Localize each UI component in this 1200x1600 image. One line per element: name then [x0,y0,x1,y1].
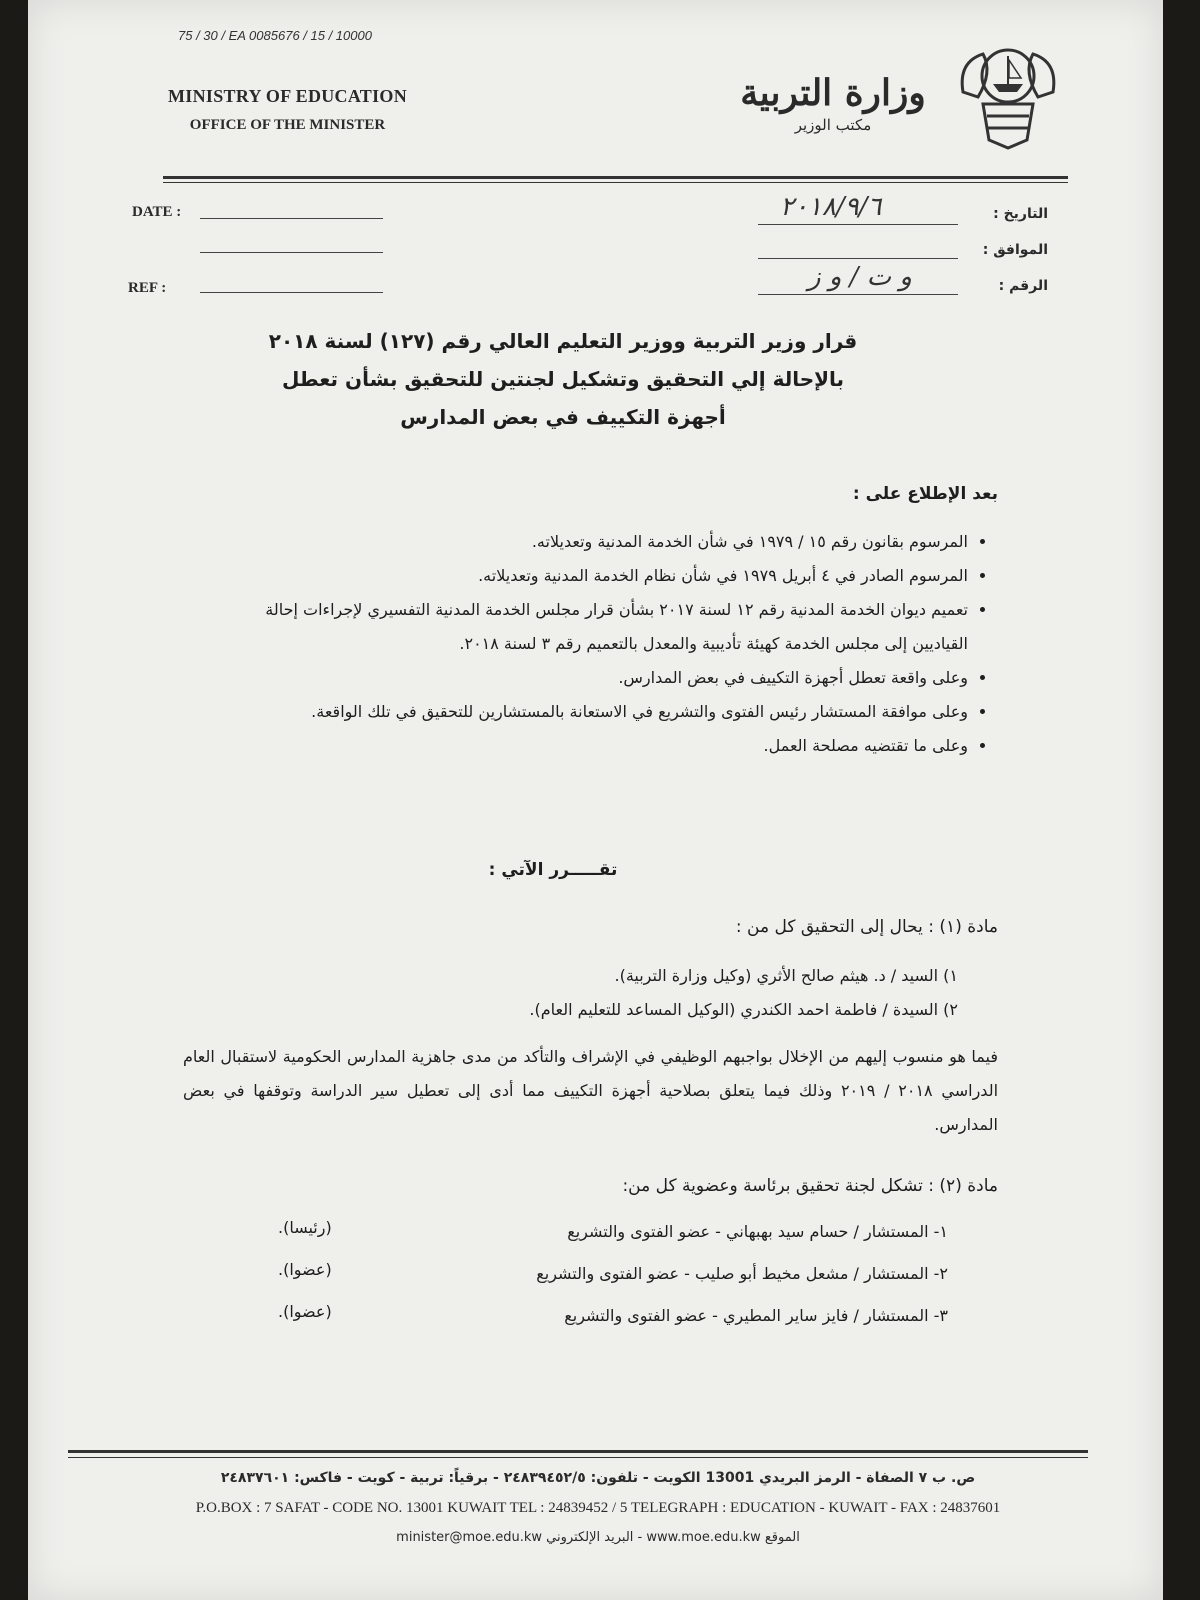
ministry-name-ar: وزارة التربية [740,72,926,114]
footer-address-ar: ص. ب ٧ الصفاة - الرمز البريدي 13001 الكويت - تلفون: ٢٤٨٣٩٤٥٢/٥ - برقياً: تربية - كويت - فاكس: ٢٤٨٣٧٦٠١ [220,1470,976,1486]
date-line-ar [758,224,958,225]
header-divider-thick [163,176,1068,179]
footer-divider-thick [68,1450,1088,1453]
list-item: • وعلى موافقة المستشار رئيس الفتوى والتشريع في الاستعانة بالمستشارين للتحقيق في تلك الواقعة. [208,695,968,729]
list-item: • المرسوم بقانون رقم ١٥ / ١٩٧٩ في شأن الخدمة المدنية وتعديلاته. [208,525,968,559]
ref-line-en [200,292,383,293]
ref-label-en: REF : [128,280,167,296]
title-line-1: قرار وزير التربية ووزير التعليم العالي رقم (١٢٧) لسنة ٢٠١٨ [268,329,858,353]
kuwait-emblem-icon [953,42,1063,150]
footer-divider-thin [68,1457,1088,1458]
footer-address-en: P.O.BOX : 7 SAFAT - CODE NO. 13001 KUWAIT TEL : 24839452 / 5 TELEGRAPH : EDUCATION - KUWAIT - FAX : 24837601 [195,1500,1001,1516]
article-1-heading: مادة (١) : يحال إلى التحقيق كل من : [735,917,998,937]
ministry-name-en: MINISTRY OF EDUCATION [168,86,408,106]
date-label-ar: التاريخ : [993,206,1048,222]
list-item: • وعلى ما تقتضيه مصلحة العمل. [208,729,968,763]
person-2: ٢) السيدة / فاطمة احمد الكندري (الوكيل المساعد للتعليم العام). [529,1000,958,1019]
decision-heading: تقـــــرر الآتي : [488,860,618,880]
article-1-paragraph: فيما هو منسوب إليهم من الإخلال بواجبهم الوظيفي في الإشراف والتأكد من مدى جاهزية المدارس الحكومية لاستقبال العام الدراسي ٢٠١٨ / ٢٠١٩ وذلك فيما يتعلق بصلاحية أجهزة التكييف مما أدى إلى تعطيل سير الدراسة وتوقفها في بعض المدارس. [183,1047,999,1134]
preamble-heading: بعد الإطلاع على : [852,484,998,504]
ref-handwritten: و ت / و ز [808,262,912,292]
english-letterhead [168,86,407,134]
date-line-en [200,218,383,219]
preamble-list [208,525,994,763]
ref-label-ar: الرقم : [998,278,1048,294]
committee-role-3: (عضوا). [278,1302,332,1321]
document-page [28,0,1163,1600]
title-line-3: أجهزة التكييف في بعض المدارس [400,405,726,429]
office-name-ar: مكتب الوزير [794,116,872,134]
committee-member-2: ٢- المستشار / مشعل مخيط أبو صليب - عضو الفتوى والتشريع [536,1264,948,1283]
muwafiq-label-ar: الموافق : [982,242,1048,258]
footer-web: الموقع www.moe.edu.kw - البريد الإلكتروني minister@moe.edu.kw [396,1530,800,1545]
office-name-en: OFFICE OF THE MINISTER [189,117,386,133]
date-line-en-2 [200,252,383,253]
muwafiq-line-ar [758,258,958,259]
ref-line-ar [758,294,958,295]
article-2-heading: مادة (٢) : تشكل لجنة تحقيق برئاسة وعضوية كل من: [622,1176,998,1196]
person-1: ١) السيد / د. هيثم صالح الأثري (وكيل وزارة التربية). [614,966,958,985]
arabic-letterhead [718,72,948,134]
list-item: • المرسوم الصادر في ٤ أبريل ١٩٧٩ في شأن نظام الخدمة المدنية وتعديلاته. [208,559,968,593]
list-item: • وعلى واقعة تعطل أجهزة التكييف في بعض المدارس. [208,661,968,695]
header-divider-thin [163,182,1068,183]
decision-title [218,322,908,436]
committee-member-1: ١- المستشار / حسام سيد بهبهاني - عضو الفتوى والتشريع [567,1222,948,1241]
date-handwritten: ٢٠١٨/٩/٦ [780,192,882,222]
list-item: • تعميم ديوان الخدمة المدنية رقم ١٢ لسنة ٢٠١٧ بشأن قرار مجلس الخدمة المدنية التفسيري لإجراءات إحالة القياديين إلى مجلس الخدمة كهيئة تأديبية والمعدل بالتعميم رقم ٣ لسنة ٢٠١٨. [208,593,968,661]
date-label-en: DATE : [132,204,182,220]
serial-number: 75 / 30 / EA 0085676 / 15 / 10000 [178,28,372,43]
title-line-2: بالإحالة إلي التحقيق وتشكيل لجنتين للتحقيق بشأن تعطل [281,367,845,391]
committee-role-1: (رئيسا). [278,1218,332,1237]
committee-member-3: ٣- المستشار / فايز ساير المطيري - عضو الفتوى والتشريع [564,1306,948,1325]
committee-role-2: (عضوا). [278,1260,332,1279]
